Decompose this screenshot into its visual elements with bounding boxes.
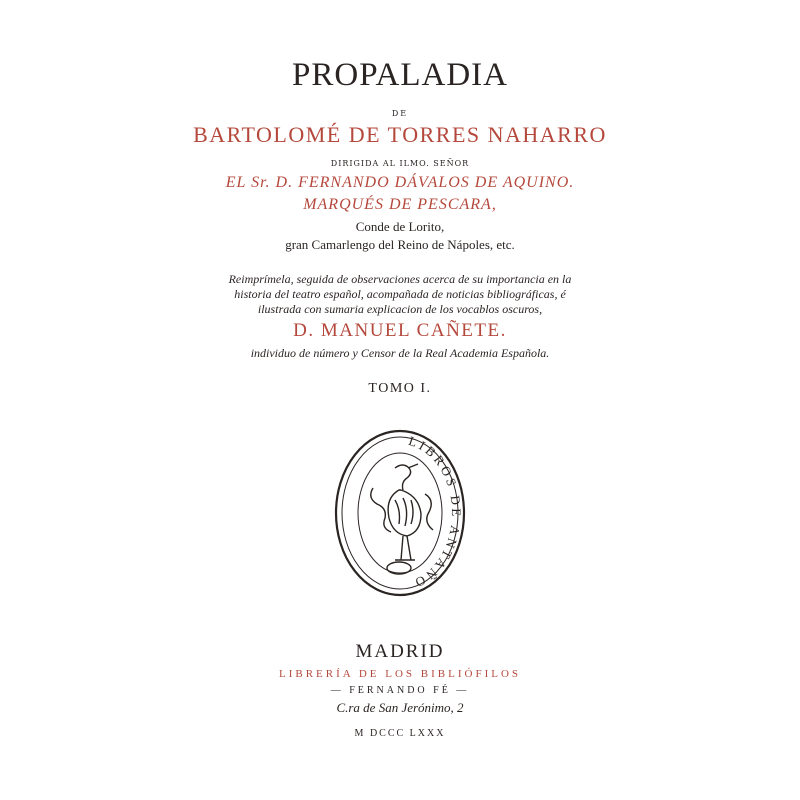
editor-name: D. MANUEL CAÑETE. <box>293 320 507 341</box>
emblem-legend: LIBROS DE ANTAÑO <box>406 433 464 592</box>
author-name: BARTOLOMÉ DE TORRES NAHARRO <box>193 122 607 147</box>
volume-number: TOMO I. <box>368 381 432 396</box>
edition-note-line-1: Reimprímela, seguida de observaciones acerca de su importancia en la <box>228 272 572 286</box>
edition-note-line-2: historia del teatro español, acompañada de noticias bibliográficas, é <box>234 287 566 301</box>
dedicatee-line-1: EL Sr. D. FERNANDO DÁVALOS DE AQUINO. <box>225 174 575 191</box>
de-connector: DE <box>391 109 409 118</box>
printer-emblem-icon <box>333 428 467 598</box>
imprint-publisher: — FERNANDO FÉ — <box>330 685 470 696</box>
editor-role: individuo de número y Censor de la Real Academia Española. <box>250 346 550 360</box>
dedicatee-title-conde: Conde de Lorito, <box>355 219 445 234</box>
imprint-bookshop: LIBRERÍA DE LOS BIBLIÓFILOS <box>278 668 522 680</box>
dedicatee-line-2: MARQUÉS DE PESCARA, <box>303 196 497 213</box>
imprint-address: C.ra de San Jerónimo, 2 <box>336 700 464 715</box>
dedicatee-title-camarlengo: gran Camarlengo del Reino de Nápoles, etc. <box>285 237 515 252</box>
book-title: PROPALADIA <box>292 57 508 93</box>
imprint-year: M DCCC LXXX <box>354 728 446 739</box>
imprint-city: MADRID <box>355 641 445 662</box>
dedication-intro: DIRIGIDA AL ILMO. SEÑOR <box>330 159 470 168</box>
edition-note-line-3: ilustrada con sumaria explicacion de los vocablos oscuros, <box>257 302 543 316</box>
